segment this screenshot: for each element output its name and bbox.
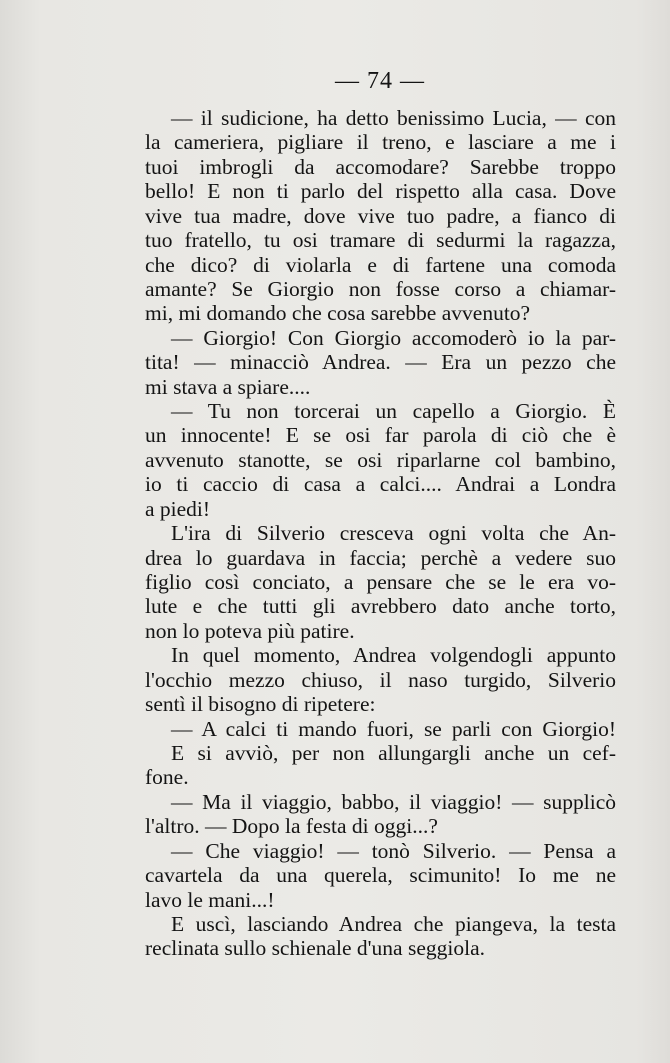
text-line: l'occhio mezzo chiuso, il naso turgido, Silverio <box>145 667 616 692</box>
text-line: io ti caccio di casa a calci.... Andrai a Londra <box>145 472 616 497</box>
text-line: drea lo guardava in faccia; perchè a vedere suo <box>145 545 616 570</box>
text-line: cavartela da una querela, scimunito! Io me ne <box>145 863 616 888</box>
body-text <box>145 106 616 961</box>
text-line: lute e che tutti gli avrebbero dato anche torto, <box>145 594 616 619</box>
text-line: E si avviò, per non allungargli anche un cef- <box>171 740 616 765</box>
text-line: mi stava a spiare.... <box>145 374 311 399</box>
text-line: — Giorgio! Con Giorgio accomoderò io la par- <box>171 325 616 350</box>
text-line: avvenuto stanotte, se osi riparlarne col bambino, <box>145 447 616 472</box>
text-line: che dico? di violarla e di fartene una comoda <box>145 252 616 277</box>
text-line: — Tu non torcerai un capello a Giorgio. È <box>171 399 616 424</box>
text-line: figlio così conciato, a pensare che se le era vo- <box>145 570 616 595</box>
text-line: tuoi imbrogli da accomodare? Sarebbe troppo <box>145 154 616 179</box>
text-line: l'altro. — Dopo la festa di oggi...? <box>145 814 438 839</box>
text-line: sentì il bisogno di ripetere: <box>145 692 376 717</box>
page-number: — 74 — <box>335 68 425 94</box>
text-line: L'ira di Silverio cresceva ogni volta che An- <box>171 521 616 546</box>
text-line: un innocente! E se osi far parola di ciò che è <box>145 423 616 448</box>
text-line: tuo fratello, tu osi tramare di sedurmi la ragazza, <box>145 228 616 253</box>
text-line: In quel momento, Andrea volgendogli appunto <box>171 643 616 668</box>
text-line: la cameriera, pigliare il treno, e lasciare a me i <box>145 130 616 155</box>
text-line: non lo poteva più patire. <box>145 618 355 643</box>
text-line: — Ma il viaggio, babbo, il viaggio! — supplicò <box>171 789 616 814</box>
text-line: vive tua madre, dove vive tuo padre, a fianco di <box>145 203 616 228</box>
text-line: lavo le mani...! <box>145 887 275 912</box>
text-line: — A calci ti mando fuori, se parli con Giorgio! <box>171 716 616 741</box>
text-line: tita! — minacciò Andrea. — Era un pezzo che <box>145 350 616 375</box>
text-line: bello! E non ti parlo del rispetto alla casa. Dove <box>145 179 616 204</box>
text-line: mi, mi domando che cosa sarebbe avvenuto? <box>145 301 531 326</box>
text-line: reclinata sullo schienale d'una seggiola. <box>145 936 485 961</box>
text-line: E uscì, lasciando Andrea che piangeva, la testa <box>171 911 616 936</box>
text-line: amante? Se Giorgio non fosse corso a chiamar- <box>145 276 616 301</box>
text-line: — il sudicione, ha detto benissimo Lucia, — con <box>171 106 616 130</box>
text-line: a piedi! <box>145 496 211 521</box>
text-line: fone. <box>145 765 189 790</box>
text-line: — Che viaggio! — tonò Silverio. — Pensa a <box>171 838 616 863</box>
